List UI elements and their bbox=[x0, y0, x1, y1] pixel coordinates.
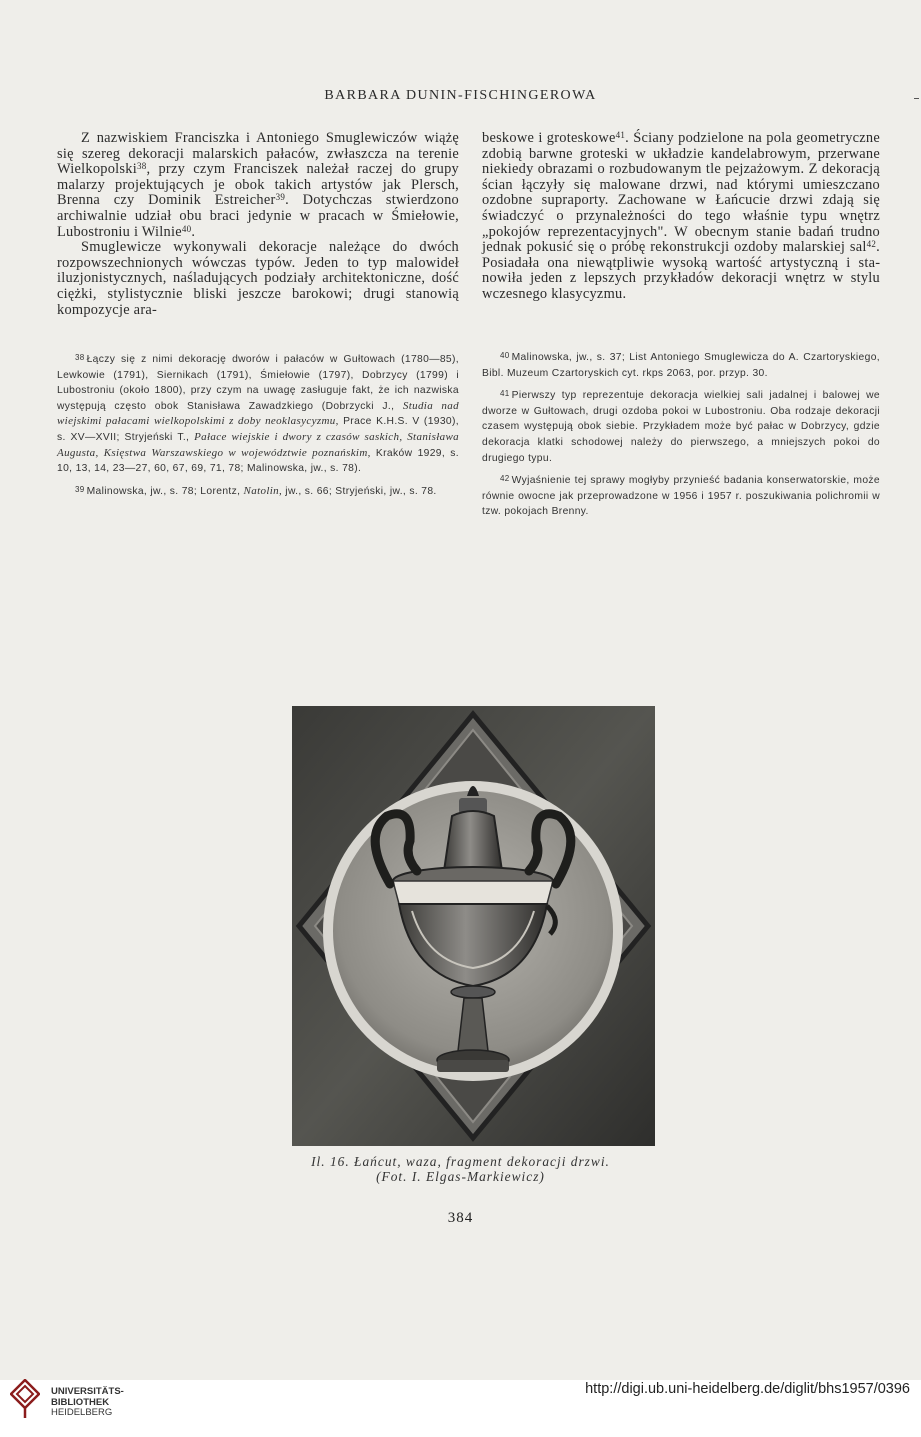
left-paragraph-2: Smuglewicze wykonywali dekoracje należące do dwóch rozpowszechnionych wówczas typów. Jeden to typ malowideł iluzjonistycznych, naśladujących podziały architektoniczne, dość ciężki, stylistycznie bliski jeszcze barokowi; drugi stanowią kompozycje ara- bbox=[57, 239, 459, 318]
footnote-38: 38 Łączy się z nimi dekorację dworów i pałaców w Gułtowach (1780—85), Lewkowie (1791), Siernikach (1791), Śmiełowie (1797), Dobrzycy (1799) i Lubostroniu (około 1800), przy czym na uwagę zasługuje fakt, że ich nazwiska występują często obok Stanisława Zawadzkiego (Dobrzycki J., Studia nad wiejskimi pałacami wielkopolskimi z doby neoklasycyzmu, Prace K.H.S. V (1930), s. XV—XVII; Stryjeński T., Pałace wiejskie i dwory z czasów saskich, Stanisława Augusta, Księstwa Warszawskiego w województwie poznańskim, Kraków 1929, s. 10, 13, 14, 23—27, 60, 67, 69, 71, 78; Malinowska, jw., s. 78). bbox=[57, 353, 460, 475]
library-name[interactable]: UNIVERSITÄTS- BIBLIOTHEK HEIDELBERG bbox=[51, 1386, 124, 1419]
footnote-39: 39 Malinowska, jw., s. 78; Lorentz, Natolin, jw., s. 66; Stryjeński, jw., s. 78. bbox=[75, 484, 437, 497]
footnote-ref-42[interactable]: 42 bbox=[866, 239, 877, 250]
running-header: BARBARA DUNIN-FISCHINGEROWA bbox=[324, 88, 597, 103]
page-number: 384 bbox=[447, 1210, 474, 1226]
footnote-ref-38[interactable]: 38 bbox=[136, 161, 147, 172]
left-text-column bbox=[57, 131, 459, 318]
heidelberg-logo-icon[interactable] bbox=[10, 1379, 40, 1419]
footnote-41: 41 Pierwszy typ reprezentuje dekoracja wielkiej sali jadalnej i balowej we dworze w Gułtowach, drugi ozdoba pokoi w Lubostroniu. Oba rodzaje dekoracji czasem występują obok siebie. Przykładem może być pałac w Dobrzycy, gdzie dekoracja klatki schodowej należy do pierwszego, a mniejszych pokoi do drugiego typu. bbox=[482, 389, 880, 464]
figure-caption: Il. 16. Łańcut, waza, fragment dekoracji drzwi. bbox=[311, 1154, 610, 1169]
footnote-ref-40[interactable]: 40 bbox=[181, 223, 192, 234]
source-url-link[interactable]: http://digi.ub.uni-heidelberg.de/diglit/bhs1957/0396 bbox=[585, 1381, 910, 1397]
footnotes-left bbox=[57, 350, 459, 504]
footnotes-right bbox=[482, 348, 880, 525]
footnote-ref-41[interactable]: 41 bbox=[615, 130, 626, 140]
edge-mark bbox=[914, 98, 919, 99]
right-paragraph: beskowe i groteskowe$^{41}$. Ściany podzielone na pola geometryczne zdobią barwne groteski w układzie kandelabrowym, przerwane niekiedy obrazami o rozbudowanym tle pejzażowym. Z dekoracją ścian łączyły się malowane drzwi, nad którymi umieszczano ozdobne supraporty. Zachowane w Łańcucie drzwi zdają się świadczyć o przynależności do tego właśnie typu wnętrz „pokojów reprezentacyjnych". W obecnym stanie badań trudno jednak pokusić się o próbę rekonstrukcji ozdoby malarskiej sal$^{42}$. Posiadała ona niewątpliwie wysoką wartość artystyczną i stanowiła jeden z lepszych przykładów dekoracji wnętrz w stylu wczesnego klasycyzmu. bbox=[482, 130, 881, 302]
figure-vase-photo bbox=[292, 706, 655, 1146]
footnote-42: 42 Wyjaśnienie tej sprawy mogłyby przynieść badania konserwatorskie, może równie owocne jak przeprowadzone w 1956 i 1957 r. poszukiwania polichromii w tzw. pokojach Brenny. bbox=[482, 474, 880, 518]
footnote-ref-39[interactable]: 39 bbox=[275, 192, 286, 203]
right-text-column bbox=[482, 131, 880, 303]
footnote-40: 40 Malinowska, jw., s. 37; List Antoniego Smuglewicza do A. Czartoryskiego, Bibl. Muzeum Czartoryskich cyt. rkps 2063, por. przyp. 30. bbox=[482, 351, 880, 379]
photo-credit: (Fot. I. Elgas-Markiewicz) bbox=[376, 1169, 545, 1184]
left-paragraph-1: Z nazwiskiem Franciszka i Antoniego Smuglewiczów wiążę się szereg dekoracji malarskich pałaców, zwłaszcza na terenie Wielkopolski$^{38}$, przy czym Franciszek należał raczej do grupy malarzy projektujących je obok takich artystów jak Plersch, Brenna czy Dominik Estreicher$^{39}$. Dotychczas stwierdzono archiwalnie udział obu braci jedynie w pracach w Śmiełowie, Lubostroniu i Wilnie$^{40}$. bbox=[57, 130, 459, 240]
